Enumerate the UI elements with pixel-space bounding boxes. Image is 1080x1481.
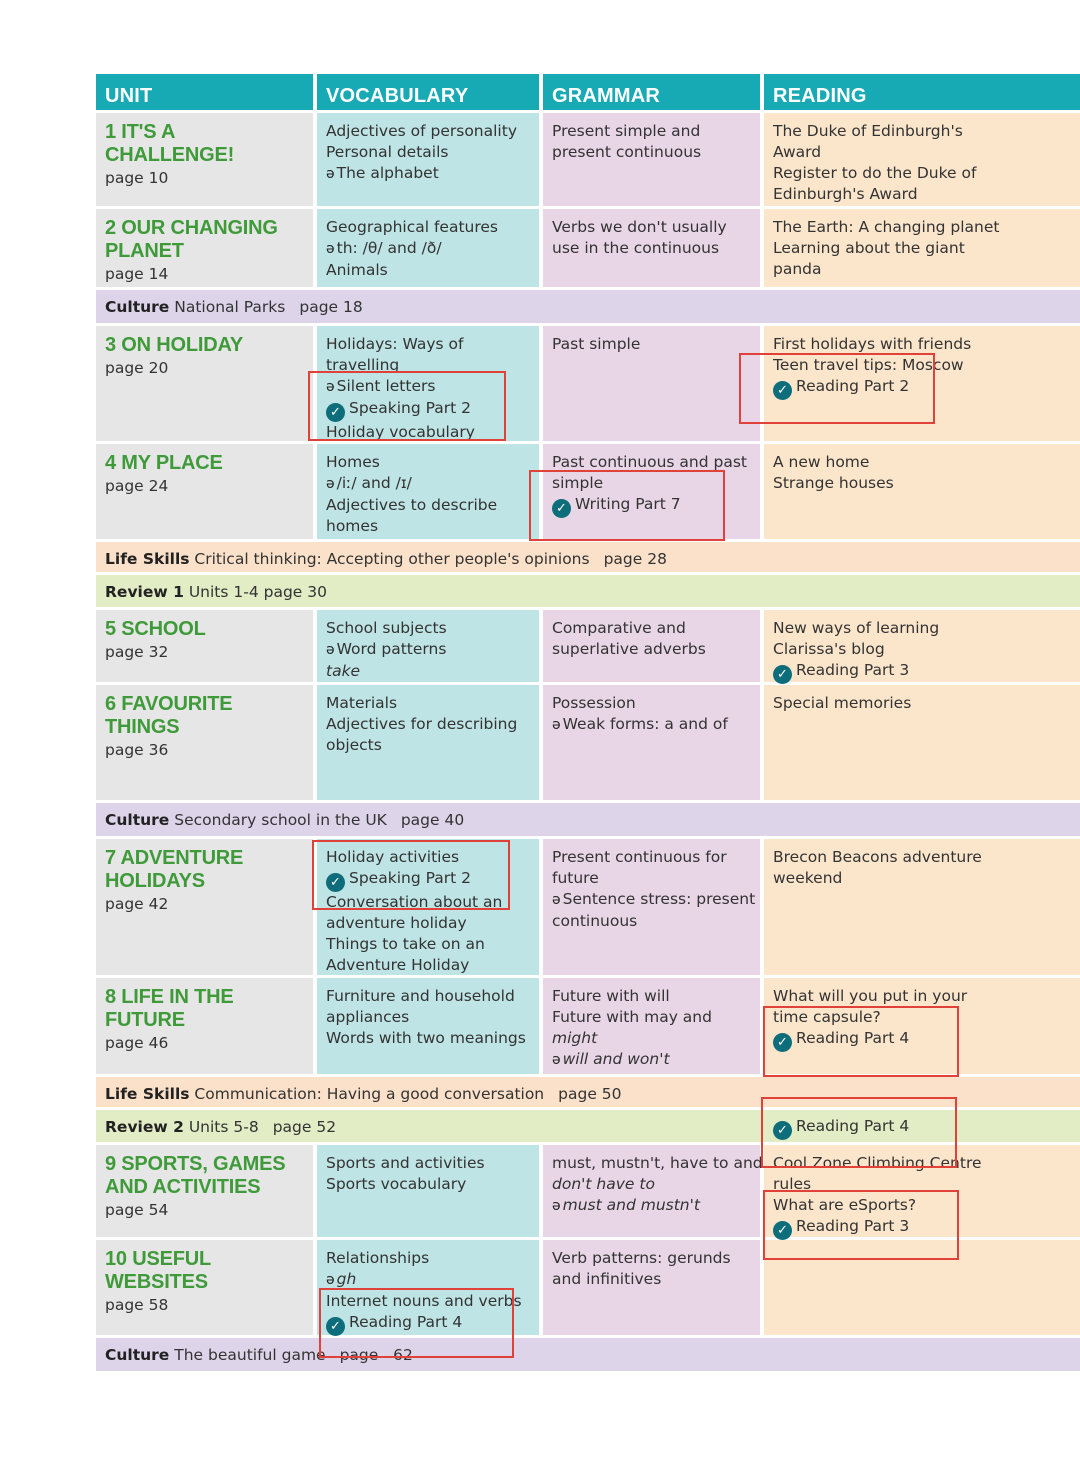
cell-reading bbox=[764, 113, 1080, 206]
unit-page: page 58 bbox=[105, 1296, 169, 1314]
vocabulary-item: Sports vocabulary bbox=[326, 1175, 467, 1193]
reading-item: Cool Zone Climbing Centre bbox=[773, 1154, 982, 1172]
cell-unit bbox=[96, 1240, 313, 1335]
check-icon: ✓ bbox=[773, 381, 792, 400]
reading-item: Award bbox=[773, 143, 822, 161]
cell-grammar bbox=[543, 209, 760, 287]
grammar-item: Future with will bbox=[552, 987, 670, 1005]
grammar-item: ə Sentence stress: present bbox=[552, 890, 756, 908]
reading-item: rules bbox=[773, 1175, 812, 1193]
cell-grammar bbox=[543, 1145, 763, 1237]
unit-page: page 20 bbox=[105, 359, 169, 377]
vocabulary-item: Holidays: Ways of bbox=[326, 335, 464, 353]
header-grammar: GRAMMAR bbox=[543, 74, 760, 110]
vocabulary-item: appliances bbox=[326, 1008, 410, 1026]
grammar-item: future bbox=[552, 869, 599, 887]
band-page: page 18 bbox=[299, 298, 363, 316]
cell-grammar bbox=[543, 444, 760, 539]
vocabulary-item: ə /iː/ and /ɪ/ bbox=[326, 474, 412, 492]
grammar-item: Past continuous and past bbox=[552, 453, 747, 471]
unit-title: 2 OUR CHANGING bbox=[105, 217, 278, 239]
vocabulary-item: ə Word patterns bbox=[326, 640, 447, 658]
pronunciation-icon: ə bbox=[326, 476, 335, 492]
vocabulary-item: Things to take on an bbox=[326, 935, 485, 953]
grammar-item: ə must and mustn't bbox=[552, 1196, 700, 1214]
cell-vocabulary bbox=[317, 839, 539, 975]
vocabulary-item: Geographical features bbox=[326, 218, 498, 236]
reading-item: A new home bbox=[773, 453, 870, 471]
unit-title: 1 IT'S A CHALLENGE! bbox=[105, 121, 235, 166]
unit-page: page 24 bbox=[105, 477, 169, 495]
vocabulary-item: Adjectives of personality bbox=[326, 122, 517, 140]
header-vocabulary: VOCABULARY bbox=[317, 74, 539, 110]
vocabulary-item: Words with two meanings bbox=[326, 1029, 526, 1047]
reading-item: The Duke of Edinburgh's bbox=[773, 122, 963, 140]
vocabulary-item: Sports and activities bbox=[326, 1154, 485, 1172]
vocabulary-item: travelling bbox=[326, 356, 400, 374]
check-icon: ✓ bbox=[773, 665, 792, 684]
vocabulary-item: adventure holiday bbox=[326, 914, 467, 932]
cell-grammar bbox=[543, 610, 760, 682]
cell-reading bbox=[764, 685, 1080, 800]
band-label: Life Skills bbox=[105, 550, 190, 568]
unit-title: AND ACTIVITIES bbox=[105, 1176, 261, 1198]
grammar-item: continuous bbox=[552, 912, 638, 930]
cell-vocabulary bbox=[317, 444, 539, 539]
band-label: Review 2 bbox=[105, 1118, 184, 1136]
grammar-item: Possession bbox=[552, 694, 636, 712]
cell-vocabulary bbox=[317, 978, 539, 1074]
grammar-item: and infinitives bbox=[552, 1270, 662, 1288]
cell-vocabulary bbox=[317, 209, 539, 287]
vocabulary-item: Conversation about an bbox=[326, 893, 503, 911]
vocabulary-item: ə gh bbox=[326, 1270, 357, 1288]
reading-item: panda bbox=[773, 260, 822, 278]
unit-title: 3 ON HOLIDAY bbox=[105, 334, 244, 356]
unit-title: 7 ADVENTURE bbox=[105, 847, 244, 869]
band-text: Communication: Having a good conversation bbox=[194, 1085, 545, 1103]
reading-item: weekend bbox=[773, 869, 843, 887]
pronunciation-icon: ə bbox=[326, 1272, 335, 1288]
grammar-item: Past simple bbox=[552, 335, 641, 353]
vocabulary-item: Homes bbox=[326, 453, 380, 471]
vocabulary-item: Personal details bbox=[326, 143, 449, 161]
cell-reading bbox=[764, 610, 1080, 682]
pronunciation-icon: ə bbox=[326, 166, 335, 182]
reading-item: Clarissa's blog bbox=[773, 640, 885, 658]
check-icon: ✓ bbox=[326, 873, 345, 892]
cell-reading bbox=[764, 326, 1080, 441]
reading-item: What are eSports? bbox=[773, 1196, 917, 1214]
vocabulary-item: ə th: /θ/ and /ð/ bbox=[326, 239, 442, 257]
reading-item: ✓ Reading Part 4 bbox=[773, 1028, 1074, 1052]
unit-title: 9 SPORTS, GAMES bbox=[105, 1153, 286, 1175]
vocabulary-item: ✓ Reading Part 4 bbox=[326, 1312, 533, 1336]
cell-unit bbox=[96, 1145, 313, 1237]
unit-title: 6 FAVOURITE THINGS bbox=[105, 693, 233, 738]
reading-item: Learning about the giant bbox=[773, 239, 965, 257]
reading-item: ✓ Reading Part 3 bbox=[773, 660, 1074, 684]
band-label: Culture bbox=[105, 811, 170, 829]
cell-vocabulary bbox=[317, 326, 539, 441]
cell-grammar bbox=[543, 685, 760, 800]
unit-page: page 54 bbox=[105, 1201, 169, 1219]
unit-title: HOLIDAYS bbox=[105, 870, 205, 892]
band-text: Units 5-8 bbox=[188, 1118, 259, 1136]
unit-page: page 14 bbox=[105, 265, 169, 283]
grammar-item: Verbs we don't usually bbox=[552, 218, 727, 236]
cell-grammar bbox=[543, 978, 760, 1074]
grammar-item: use in the continuous bbox=[552, 239, 720, 257]
cell-unit bbox=[96, 444, 313, 539]
cell-vocabulary bbox=[317, 610, 539, 682]
vocabulary-item: ✓ Speaking Part 2 bbox=[326, 868, 533, 892]
grammar-item: simple bbox=[552, 474, 604, 492]
pronunciation-icon: ə bbox=[326, 241, 335, 257]
vocabulary-item: Furniture and household bbox=[326, 987, 515, 1005]
cell-vocabulary bbox=[317, 685, 539, 800]
band-page: page 28 bbox=[603, 550, 667, 568]
vocabulary-item: Animals bbox=[326, 261, 388, 279]
vocabulary-item: Adjectives for describing bbox=[326, 715, 518, 733]
cell-unit bbox=[96, 685, 313, 800]
band-extra: ✓ Reading Part 4 bbox=[773, 1116, 909, 1140]
grammar-item: don't have to bbox=[552, 1175, 655, 1193]
reading-item: Special memories bbox=[773, 694, 912, 712]
grammar-item: Future with may and bbox=[552, 1008, 712, 1026]
band-label: Life Skills bbox=[105, 1085, 190, 1103]
review-band bbox=[96, 575, 1080, 607]
check-icon: ✓ bbox=[773, 1121, 792, 1140]
band-page: page 62 bbox=[339, 1346, 413, 1364]
vocabulary-item: School subjects bbox=[326, 619, 447, 637]
life-skills-band bbox=[96, 542, 1080, 572]
vocabulary-item: Holiday activities bbox=[326, 848, 460, 866]
pronunciation-icon: ə bbox=[326, 642, 335, 658]
unit-page: page 42 bbox=[105, 895, 169, 913]
vocabulary-item: Internet nouns and verbs bbox=[326, 1292, 522, 1310]
grammar-item: superlative adverbs bbox=[552, 640, 706, 658]
cell-unit bbox=[96, 839, 313, 975]
grammar-item: must, mustn't, have to and bbox=[552, 1154, 763, 1172]
cell-vocabulary bbox=[317, 1240, 539, 1335]
cell-reading bbox=[764, 1145, 1080, 1237]
cell-reading bbox=[764, 978, 1080, 1074]
pronunciation-icon: ə bbox=[552, 1198, 561, 1214]
reading-item: What will you put in your bbox=[773, 987, 968, 1005]
grammar-item: Verb patterns: gerunds bbox=[552, 1249, 731, 1267]
cell-unit bbox=[96, 209, 313, 287]
reading-item: Brecon Beacons adventure bbox=[773, 848, 982, 866]
pronunciation-icon: ə bbox=[552, 717, 561, 733]
unit-title: 10 USEFUL WEBSITES bbox=[105, 1248, 211, 1293]
check-icon: ✓ bbox=[552, 499, 571, 518]
cell-vocabulary bbox=[317, 113, 539, 206]
band-text: Units 1-4 page 30 bbox=[188, 583, 327, 601]
unit-page: page 46 bbox=[105, 1034, 169, 1052]
grammar-item: ə Weak forms: a and of bbox=[552, 715, 728, 733]
band-label: Review 1 bbox=[105, 583, 184, 601]
vocabulary-item: ✓ Speaking Part 2 bbox=[326, 398, 533, 422]
reading-item: First holidays with friends bbox=[773, 335, 972, 353]
band-page: page 40 bbox=[400, 811, 465, 829]
check-icon: ✓ bbox=[326, 403, 345, 422]
cell-grammar bbox=[543, 1240, 760, 1335]
reading-item: New ways of learning bbox=[773, 619, 940, 637]
cell-unit bbox=[96, 113, 313, 206]
pronunciation-icon: ə bbox=[326, 379, 335, 395]
vocabulary-item: take bbox=[326, 662, 361, 680]
band-text: Critical thinking: Accepting other people's opinions bbox=[194, 550, 590, 568]
unit-page: page 32 bbox=[105, 643, 169, 661]
cell-reading bbox=[764, 209, 1080, 287]
cell-reading bbox=[764, 1240, 1080, 1335]
cell-unit bbox=[96, 978, 313, 1074]
grammar-item: Present continuous for bbox=[552, 848, 727, 866]
band-text: The beautiful game bbox=[174, 1346, 326, 1364]
cell-reading bbox=[764, 444, 1080, 539]
cell-grammar bbox=[543, 326, 760, 441]
grammar-item: ✓ Writing Part 7 bbox=[552, 494, 754, 518]
check-icon: ✓ bbox=[773, 1033, 792, 1052]
cell-reading bbox=[764, 839, 1080, 975]
reading-item: Edinburgh's Award bbox=[773, 185, 918, 203]
grammar-item: Comparative and bbox=[552, 619, 686, 637]
cell-vocabulary bbox=[317, 1145, 539, 1237]
reading-item: Strange houses bbox=[773, 474, 894, 492]
pronunciation-icon: ə bbox=[552, 1052, 561, 1068]
reading-item: The Earth: A changing planet bbox=[773, 218, 1000, 236]
pronunciation-icon: ə bbox=[552, 892, 561, 908]
reading-item: time capsule? bbox=[773, 1008, 881, 1026]
vocabulary-item: ə The alphabet bbox=[326, 164, 439, 182]
band-page: page 52 bbox=[272, 1118, 337, 1136]
grammar-item: Present simple and bbox=[552, 122, 701, 140]
vocabulary-item: Relationships bbox=[326, 1249, 430, 1267]
cell-grammar bbox=[543, 113, 760, 206]
vocabulary-item: Holiday vocabulary bbox=[326, 423, 475, 441]
culture-band bbox=[96, 803, 1080, 836]
unit-title: 5 SCHOOL bbox=[105, 618, 206, 640]
cell-grammar bbox=[543, 839, 760, 975]
culture-band bbox=[96, 1338, 1080, 1371]
band-label: Culture bbox=[105, 1346, 170, 1364]
cell-unit bbox=[96, 326, 313, 441]
grammar-item: ə will and won't bbox=[552, 1050, 670, 1068]
grammar-item: might bbox=[552, 1029, 598, 1047]
unit-page: page 36 bbox=[105, 741, 169, 759]
reading-item: ✓ Reading Part 3 bbox=[773, 1216, 1074, 1240]
review-band bbox=[96, 1110, 1080, 1142]
unit-page: page 10 bbox=[105, 169, 169, 187]
reading-item: Register to do the Duke of bbox=[773, 164, 977, 182]
band-label: Culture bbox=[105, 298, 170, 316]
vocabulary-item: Adjectives to describe bbox=[326, 496, 498, 514]
culture-band bbox=[96, 290, 1080, 323]
check-icon: ✓ bbox=[326, 1317, 345, 1336]
band-page: page 50 bbox=[558, 1085, 622, 1103]
vocabulary-item: Adventure Holiday bbox=[326, 956, 470, 974]
life-skills-band bbox=[96, 1077, 1080, 1107]
cell-unit bbox=[96, 610, 313, 682]
header-reading: READING bbox=[764, 74, 1080, 110]
vocabulary-item: Materials bbox=[326, 694, 398, 712]
unit-title: PLANET bbox=[105, 240, 184, 262]
reading-item: Teen travel tips: Moscow bbox=[773, 356, 964, 374]
reading-item: ✓ Reading Part 2 bbox=[773, 376, 1074, 400]
unit-title: 4 MY PLACE bbox=[105, 452, 223, 474]
grammar-item: present continuous bbox=[552, 143, 702, 161]
unit-title: 8 LIFE IN THE FUTURE bbox=[105, 986, 234, 1031]
band-text: National Parks bbox=[174, 298, 286, 316]
band-text: Secondary school in the UK bbox=[174, 811, 387, 829]
vocabulary-item: homes bbox=[326, 517, 379, 535]
header-unit: UNIT bbox=[96, 74, 313, 110]
vocabulary-item: objects bbox=[326, 736, 382, 754]
check-icon: ✓ bbox=[773, 1221, 792, 1240]
vocabulary-item: ə Silent letters bbox=[326, 377, 436, 395]
